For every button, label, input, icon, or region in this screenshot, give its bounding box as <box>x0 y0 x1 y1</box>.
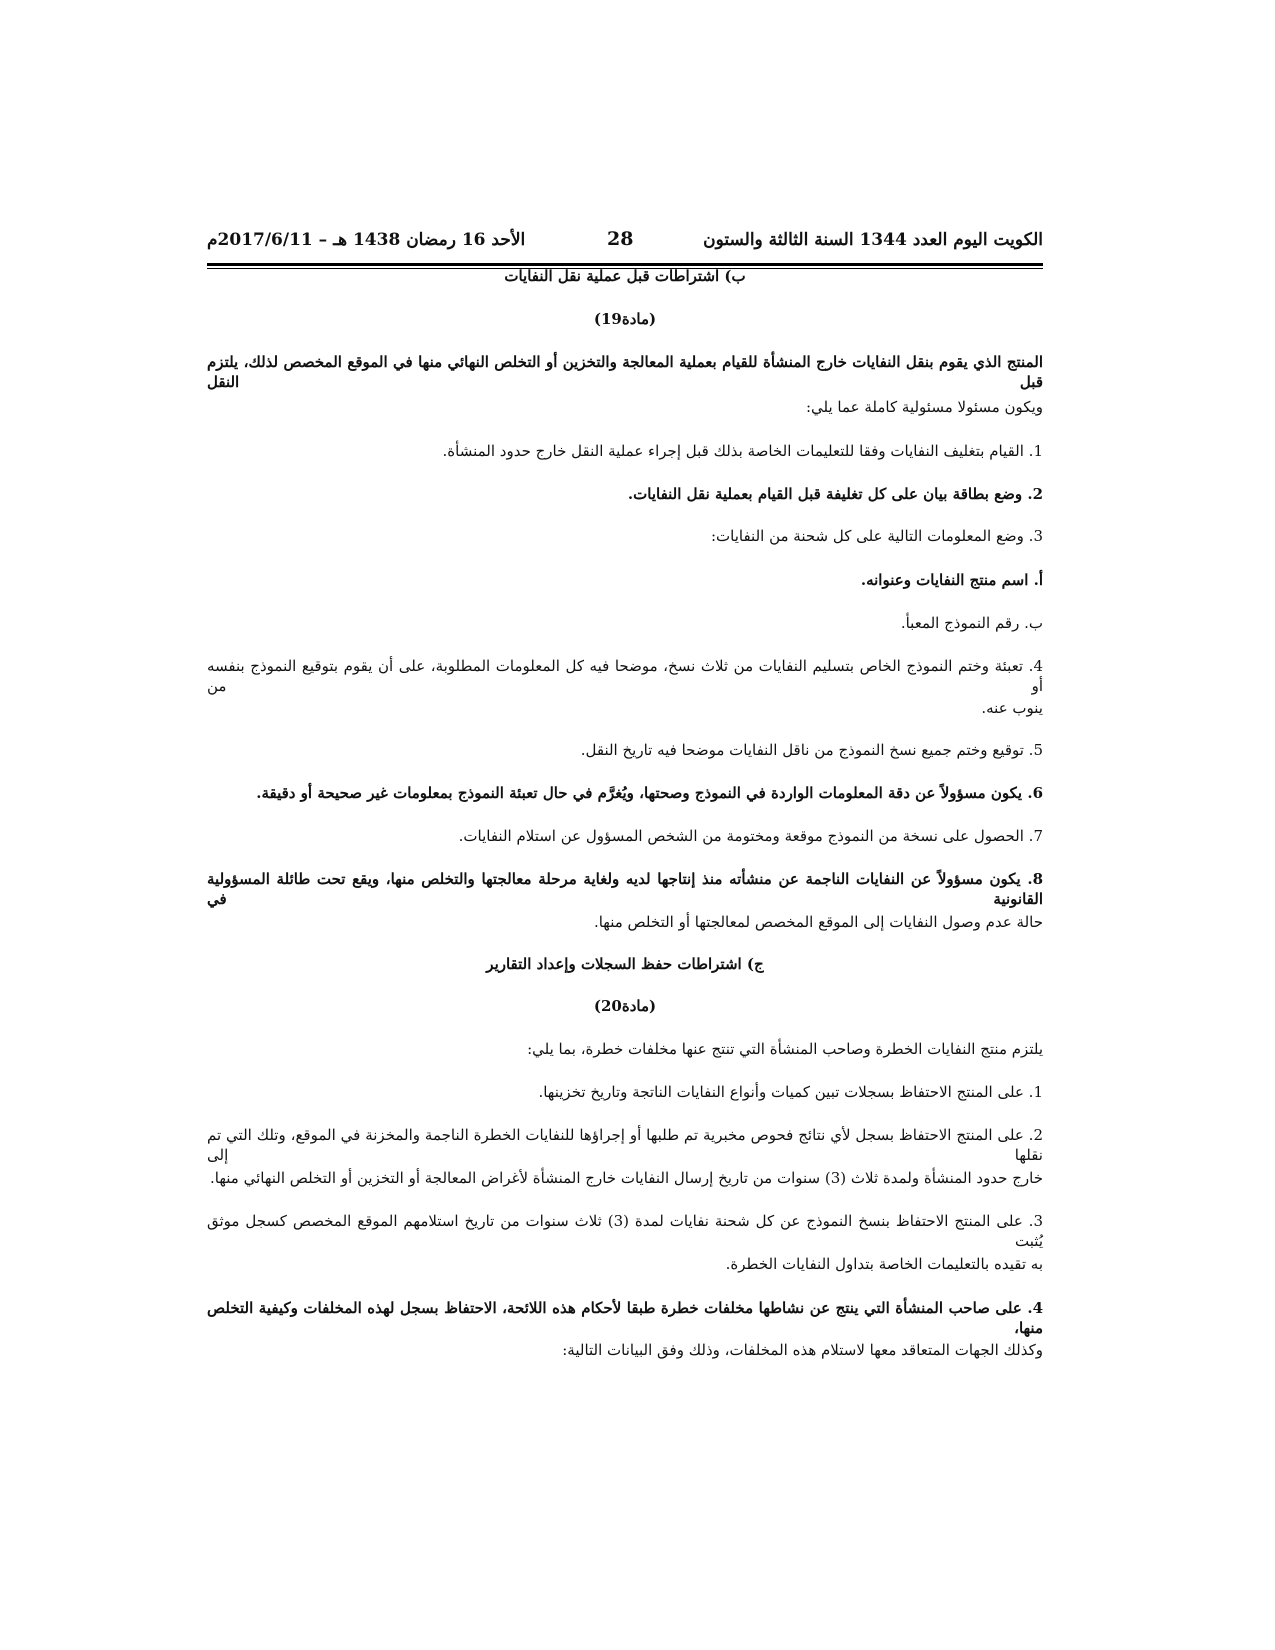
section-b-item-3a: أ. اسم منتج النفايات وعنوانه. <box>860 571 1043 589</box>
section-b-intro-line2: ويكون مسئولا مسئولية كاملة عما يلي: <box>805 398 1043 416</box>
issue-date: الأحد 16 رمضان 1438 هـ – 2017/6/11م <box>207 230 526 250</box>
section-b-item-8-line2: حالة عدم وصول النفايات إلى الموقع المخصص لمعالجتها أو التخلص منها. <box>593 913 1043 931</box>
section-c-item-2-line1: 2. على المنتج الاحتفاظ بسجل لأي نتائج فحوص مخبرية تم طلبها أو إجراؤها للنفايات الخطرة الناجمة والمخزنة في الموقع، وتلك التي تم نقلها إلى <box>207 1126 1043 1164</box>
section-b-item-6: 6. يكون مسؤولاً عن دقة المعلومات الواردة في النموذج وصحتها، ويُغرَّم في حال تعبئة النموذج بمعلومات غير صحيحة أو دقيقة. <box>256 784 1043 802</box>
section-b-item-4-line2: ينوب عنه. <box>981 699 1043 717</box>
section-b-item-8-line1: 8. يكون مسؤولاً عن النفايات الناجمة عن منشأته منذ إنتاجها لديه ولغاية مرحلة معالجتها والتخلص منها، ويقع تحت طائلة المسؤولية القانونية في <box>207 870 1043 908</box>
section-b-item-2: 2. وضع بطاقة بيان على كل تغليفة قبل القيام بعملية نقل النفايات. <box>627 485 1043 503</box>
section-b-item-3: 3. وضع المعلومات التالية على كل شحنة من النفايات: <box>710 527 1043 545</box>
section-c-item-4-line2: وكذلك الجهات المتعاقد معها لاستلام هذه المخلفات، وذلك وفق البيانات التالية: <box>562 1341 1043 1359</box>
document-page <box>207 0 1043 1650</box>
section-b-item-5: 5. توقيع وختم جميع نسخ النموذج من ناقل النفايات موضحا فيه تاريخ النقل. <box>580 741 1043 759</box>
section-c-item-3-line2: به تقيده بالتعليمات الخاصة بتداول النفايات الخطرة. <box>725 1255 1043 1273</box>
section-c-item-2-line2: خارج حدود المنشأة ولمدة ثلاث (3) سنوات من تاريخ إرسال النفايات خارج المنشأة لأغراض المعالجة أو التخزين أو التخلص النهائي منها. <box>209 1169 1043 1187</box>
section-c-item-4-line1: 4. على صاحب المنشأة التي ينتج عن نشاطها مخلفات خطرة طبقا لأحكام هذه اللائحة، الاحتفاظ بسجل لهذه المخلفات وكيفية التخلص منها، <box>207 1299 1043 1337</box>
article-19-heading: (مادة19) <box>593 310 657 328</box>
section-c-item-1: 1. على المنتج الاحتفاظ بسجلات تبين كميات وأنواع النفايات الناتجة وتاريخ تخزينها. <box>538 1083 1043 1101</box>
section-b-item-3b: ب. رقم النموذج المعبأ. <box>900 614 1043 632</box>
section-b-intro-line1: المنتج الذي يقوم بنقل النفايات خارج المنشأة للقيام بعملية المعالجة والتخزين أو التخلص النهائي منها في الموقع المخصص لذلك، يلتزم قبل النقل <box>207 353 1043 391</box>
section-b-item-1: 1. القيام بتغليف النفايات وفقا للتعليمات الخاصة بذلك قبل إجراء عملية النقل خارج حدود المنشأة. <box>442 442 1043 460</box>
section-b-item-7: 7. الحصول على نسخة من النموذج موقعة ومختومة من الشخص المسؤول عن استلام النفايات. <box>458 827 1043 845</box>
section-c-intro: يلتزم منتج النفايات الخطرة وصاحب المنشأة التي تنتج عنها مخلفات خطرة، بما يلي: <box>527 1040 1043 1058</box>
publication-title: الكويت اليوم العدد 1344 السنة الثالثة والستون <box>703 230 1043 250</box>
section-c-title: ج) اشتراطات حفظ السجلات وإعداد التقارير <box>486 955 764 973</box>
section-b-title: ب) اشتراطات قبل عملية نقل النفايات <box>504 267 746 285</box>
page-number: 28 <box>607 228 634 250</box>
article-20-heading: (مادة20) <box>593 997 657 1015</box>
section-c-item-3-line1: 3. على المنتج الاحتفاظ بنسخ النموذج عن كل شحنة نفايات لمدة (3) ثلاث سنوات من تاريخ استلامهم الموقع المخصص كسجل موثق يُثبت <box>207 1212 1043 1250</box>
section-b-item-4-line1: 4. تعبئة وختم النموذج الخاص بتسليم النفايات من ثلاث نسخ، موضحا فيه كل المعلومات المطلوبة، على أن يقوم بتوقيع النموذج بنفسه أو من <box>207 657 1043 695</box>
page-header <box>207 230 1043 258</box>
